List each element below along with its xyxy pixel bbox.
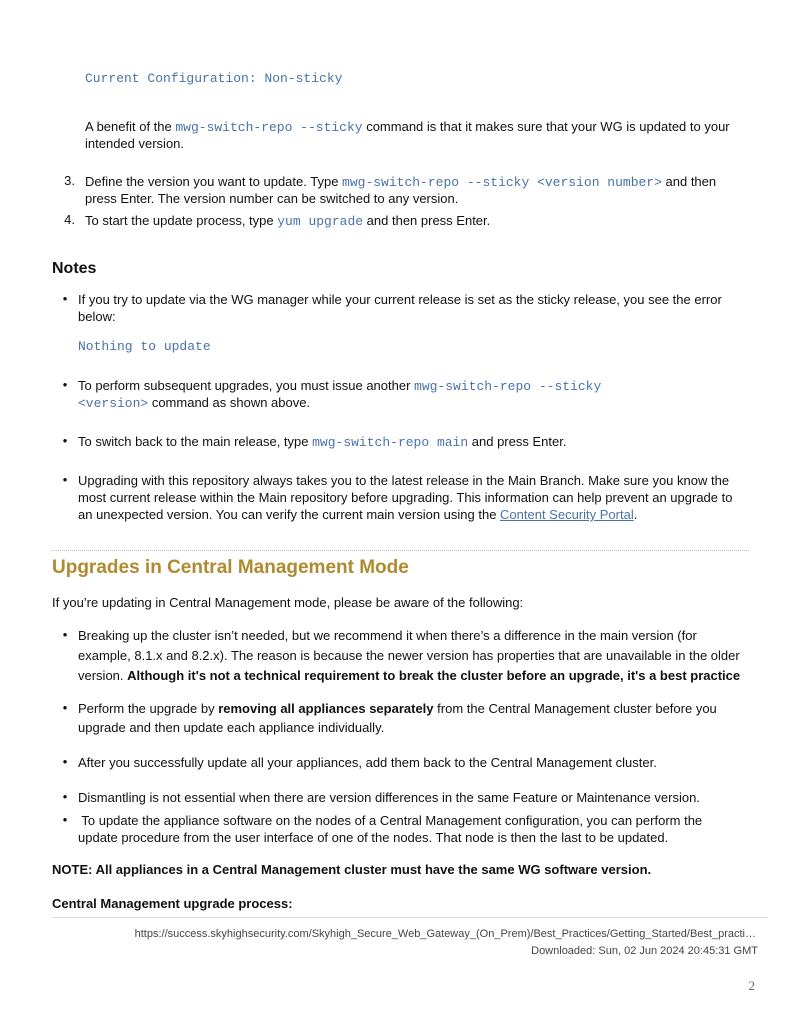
notes-item3-text-post: and press Enter. (468, 434, 567, 449)
page-number: 2 (748, 978, 755, 993)
footer-url: https://success.skyhighsecurity.com/Skyhigh_Secure_Web_Gateway_(On_Prem)/Best_Practices/Getting_Started/Best_practi… (134, 928, 756, 940)
section-heading: Upgrades in Central Management Mode (52, 557, 409, 578)
step-4-number: 4. (64, 212, 75, 227)
section-divider (52, 550, 749, 551)
section-item5-line1: To update the appliance software on the nodes of a Central Management configuration, you can perform the (78, 813, 703, 828)
content-security-portal-link[interactable]: Content Security Portal (500, 507, 634, 522)
step-3-text-pre: Define the version you want to update. Type (85, 174, 343, 189)
notes-item1-line1: If you try to update via the WG manager while your current release is set as the sticky release, you see the error (78, 292, 722, 307)
step-3-line2: press Enter. The version number can be switched to any version. (85, 191, 459, 206)
section-bullet-1: • (62, 627, 68, 642)
section-item2-bold: removing all appliances separately (218, 701, 434, 716)
section-item2-text-post: from the Central Management cluster before you (433, 701, 717, 716)
notes-item3-text-pre: To switch back to the main release, type (78, 434, 313, 449)
step-4-code: yum upgrade (277, 214, 364, 229)
step-3-number: 3. (64, 173, 75, 188)
section-item1-bold: Although it's not a technical requirement to break the cluster before an upgrade, it's a best practice (127, 668, 741, 683)
benefit-paragraph-line2: intended version. (85, 136, 185, 151)
notes-item4-text-post: . (633, 507, 638, 522)
config-code-line: Current Configuration: Non-sticky (85, 71, 343, 86)
cluster-note: NOTE: All appliances in a Central Management cluster must have the same WG software version. (52, 862, 652, 877)
section-bullet-2: • (62, 700, 68, 715)
step-4-line1 (85, 212, 490, 231)
section-item5-line2: update procedure from the user interface of one of the nodes. That node is then the last to be updated. (78, 830, 669, 845)
section-item2-line1 (78, 700, 717, 718)
notes-item2-text-post: command as shown above. (148, 395, 311, 410)
notes-item2-code1: mwg-switch-repo --sticky (414, 379, 602, 394)
notes-bullet-1: • (62, 291, 68, 306)
step-4-text-post: and then press Enter. (363, 213, 491, 228)
section-item4: Dismantling is not essential when there are version differences in the same Feature or Maintenance version. (78, 790, 700, 805)
notes-item4-line3 (78, 506, 637, 524)
notes-bullet-4: • (62, 472, 68, 487)
footer-downloaded: Downloaded: Sun, 02 Jun 2024 20:45:31 GMT (531, 945, 758, 957)
footer-rule (52, 917, 768, 918)
section-item3: After you successfully update all your appliances, add them back to the Central Management cluster. (78, 755, 657, 770)
benefit-text-post: command is that it makes sure that your WG is updated to your (362, 119, 730, 134)
notes-item3-line1 (78, 433, 566, 452)
notes-item1-code: Nothing to update (78, 339, 211, 354)
step-3-code: mwg-switch-repo --sticky <version number> (342, 175, 662, 190)
notes-item4-text-pre: an unexpected version. You can verify the current main version using the (78, 507, 501, 522)
notes-item2-code2: <version> (78, 396, 149, 411)
notes-item3-code: mwg-switch-repo main (312, 435, 469, 450)
notes-item4-line1: Upgrading with this repository always takes you to the latest release in the Main Branch. Make sure you know the (78, 473, 730, 488)
section-item1-text-pre: version. (78, 668, 128, 683)
notes-item2-text-pre: To perform subsequent upgrades, you must issue another (78, 378, 415, 393)
section-item2-line2: upgrade and then update each appliance individually. (78, 720, 385, 735)
section-item1-line2: example, 8.1.x and 8.2.x). The reason is because the newer version has properties that are unavailable in the older (78, 648, 740, 663)
notes-bullet-3: • (62, 433, 68, 448)
section-bullet-3: • (62, 754, 68, 769)
section-intro: If you’re updating in Central Management mode, please be aware of the following: (52, 595, 524, 610)
process-heading: Central Management upgrade process: (52, 896, 293, 911)
section-bullet-4: • (62, 789, 68, 804)
section-item2-text-pre: Perform the upgrade by (78, 701, 219, 716)
notes-item4-line2: most current release within the Main repository before upgrading. This information can help prevent an upgrade to (78, 490, 733, 505)
benefit-code: mwg-switch-repo --sticky (175, 120, 363, 135)
section-bullet-5: • (62, 812, 68, 827)
notes-item1-line2: below: (78, 309, 116, 324)
notes-bullet-2: • (62, 377, 68, 392)
benefit-text-pre: A benefit of the (85, 119, 176, 134)
section-item1-line1: Breaking up the cluster isn’t needed, but we recommend it when there’s a difference in the main version (for (78, 628, 697, 643)
notes-heading: Notes (52, 260, 97, 277)
notes-item2-line2 (78, 394, 310, 413)
section-item1-line3 (78, 667, 740, 685)
step-4-text-pre: To start the update process, type (85, 213, 278, 228)
step-3-text-post: and then (661, 174, 717, 189)
